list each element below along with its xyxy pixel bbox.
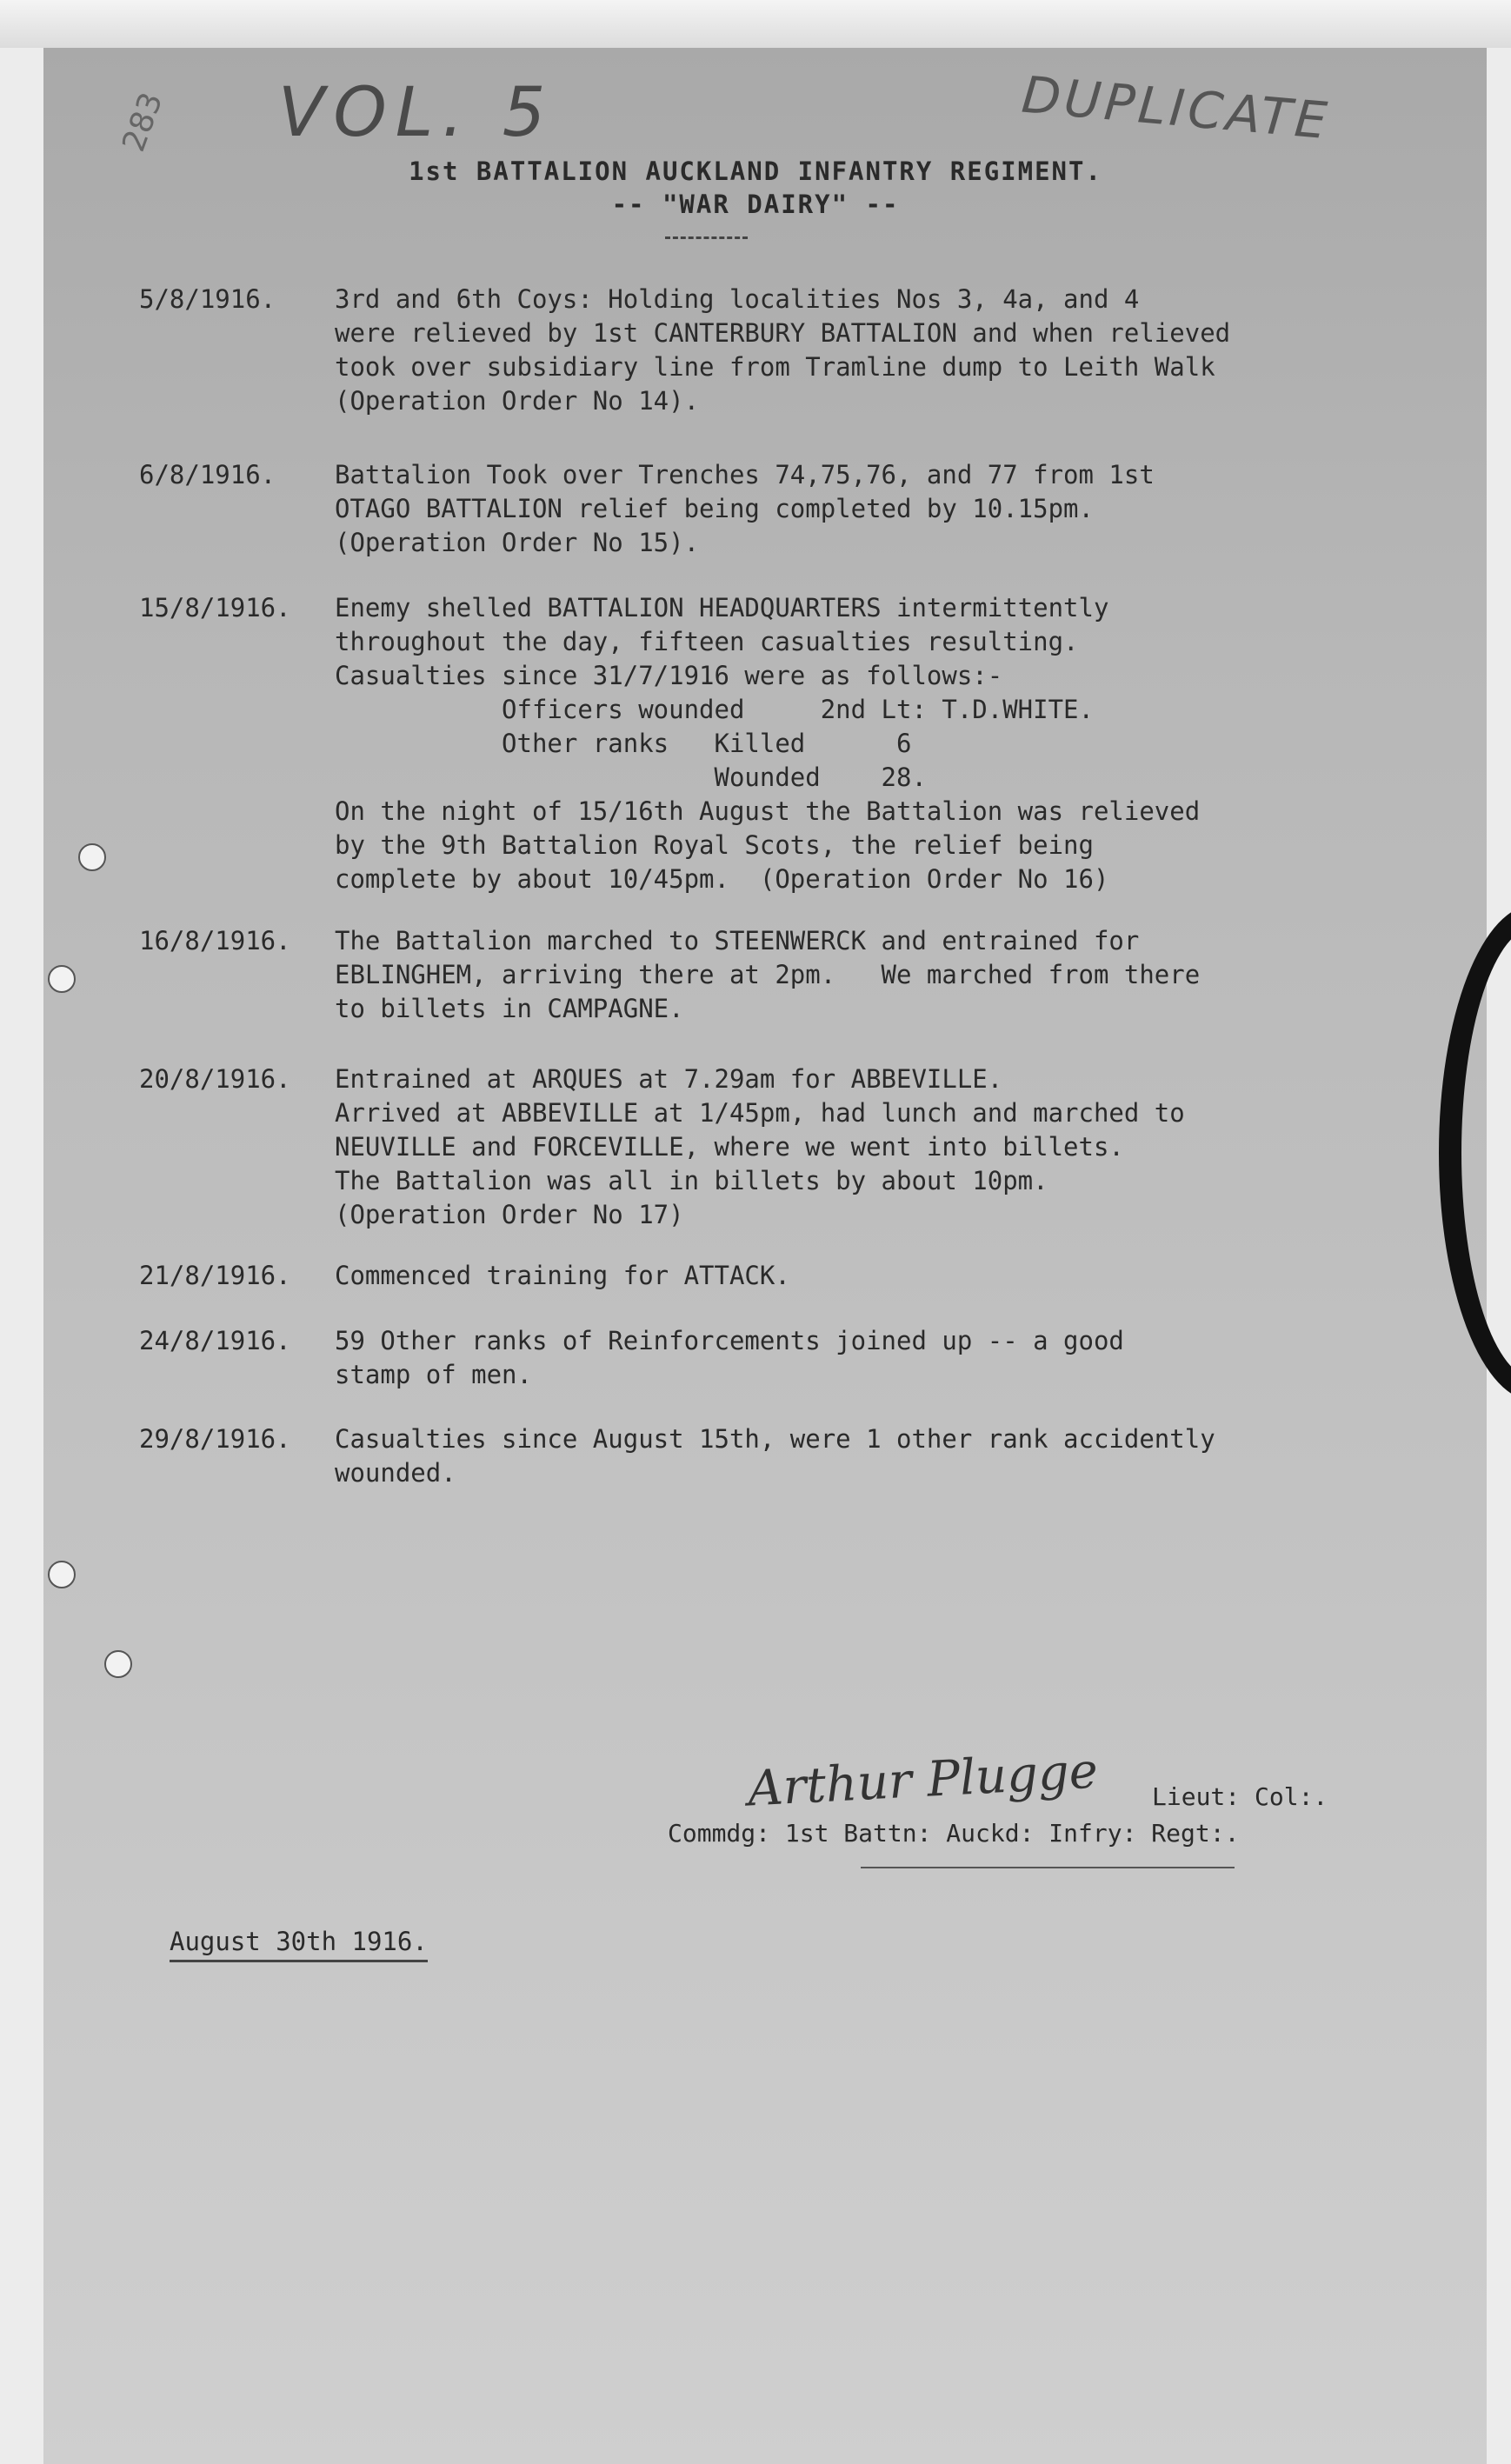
entry-text: Battalion Took over Trenches 74,75,76, and 77 from 1st OTAGO BATTALION relief being completed by 10.15pm. (Operation Order No 15). [335,460,1155,557]
entry-date: 24/8/1916. [139,1326,291,1355]
folio-number: 283 [116,88,170,156]
entry-date: 21/8/1916. [139,1261,291,1290]
punch-hole [104,1650,132,1678]
entry-date: 20/8/1916. [139,1064,291,1094]
diary-entry [139,1259,1443,1293]
punch-hole [48,965,76,993]
diary-entry [139,1062,1443,1232]
diary-entry [139,283,1443,418]
document-date: August 30th 1916. [170,1927,428,1962]
diary-entry [139,591,1443,896]
document-subtitle: -- "WAR DAIRY" -- [611,190,900,219]
title-divider [665,236,748,239]
page-top-edge [0,0,1511,48]
entry-text: 3rd and 6th Coys: Holding localities Nos 3, 4a, and 4 were relieved by 1st CANTERBURY BATTALION and when relieved took over subsidiary line from Tramline dump to Leith Walk (Operation Order No 14). [335,284,1231,416]
entry-text: Casualties since August 15th, were 1 other rank accidently wounded. [335,1424,1215,1488]
punch-hole [48,1561,76,1588]
diary-entry [139,1324,1443,1392]
signature-underline [861,1867,1235,1868]
entry-text: Enemy shelled BATTALION HEADQUARTERS intermittently throughout the day, fifteen casualties resulting. Casualties since 31/7/1916 were as follows:- Officers wounded 2nd Lt: T.D.WHITE. Other ranks Killed 6 Wounded 28. On the night of 15/16th August the Battalion was relieved by the 9th Battalion Royal Scots, the relief being complete by about 10/45pm. (Operation Order No 16) [335,593,1201,894]
signatory-rank: Lieut: Col:. [1152,1782,1328,1811]
entry-date: 5/8/1916. [139,284,276,314]
volume-mark: VOL. 5 [278,74,555,152]
document-title: 1st BATTALION AUCKLAND INFANTRY REGIMENT. [409,156,1102,186]
punch-hole [78,843,106,871]
diary-entry [139,458,1443,560]
entry-text: Commenced training for ATTACK. [335,1261,790,1290]
diary-entry [139,1422,1443,1490]
entry-date: 15/8/1916. [139,593,291,623]
entry-date: 29/8/1916. [139,1424,291,1454]
signatory-command: Commdg: 1st Battn: Auckd: Infry: Regt:. [668,1819,1240,1848]
entry-date: 6/8/1916. [139,460,276,489]
entry-text: 59 Other ranks of Reinforcements joined up -- a good stamp of men. [335,1326,1124,1389]
diary-entry [139,924,1443,1026]
entry-date: 16/8/1916. [139,926,291,956]
entry-text: The Battalion marched to STEENWERCK and entrained for EBLINGHEM, arriving there at 2pm. We marched from there to billets in CAMPAGNE. [335,926,1201,1023]
duplicate-mark: DUPLICATE [1019,64,1333,151]
entry-text: Entrained at ARQUES at 7.29am for ABBEVILLE. Arrived at ABBEVILLE at 1/45pm, had lunch and marched to NEUVILLE and FORCEVILLE, where we went into billets. The Battalion was all in billets by about 10pm. (Operation Order No 17) [335,1064,1185,1229]
handwritten-signature: Arthur Plugge [746,1742,1100,1818]
